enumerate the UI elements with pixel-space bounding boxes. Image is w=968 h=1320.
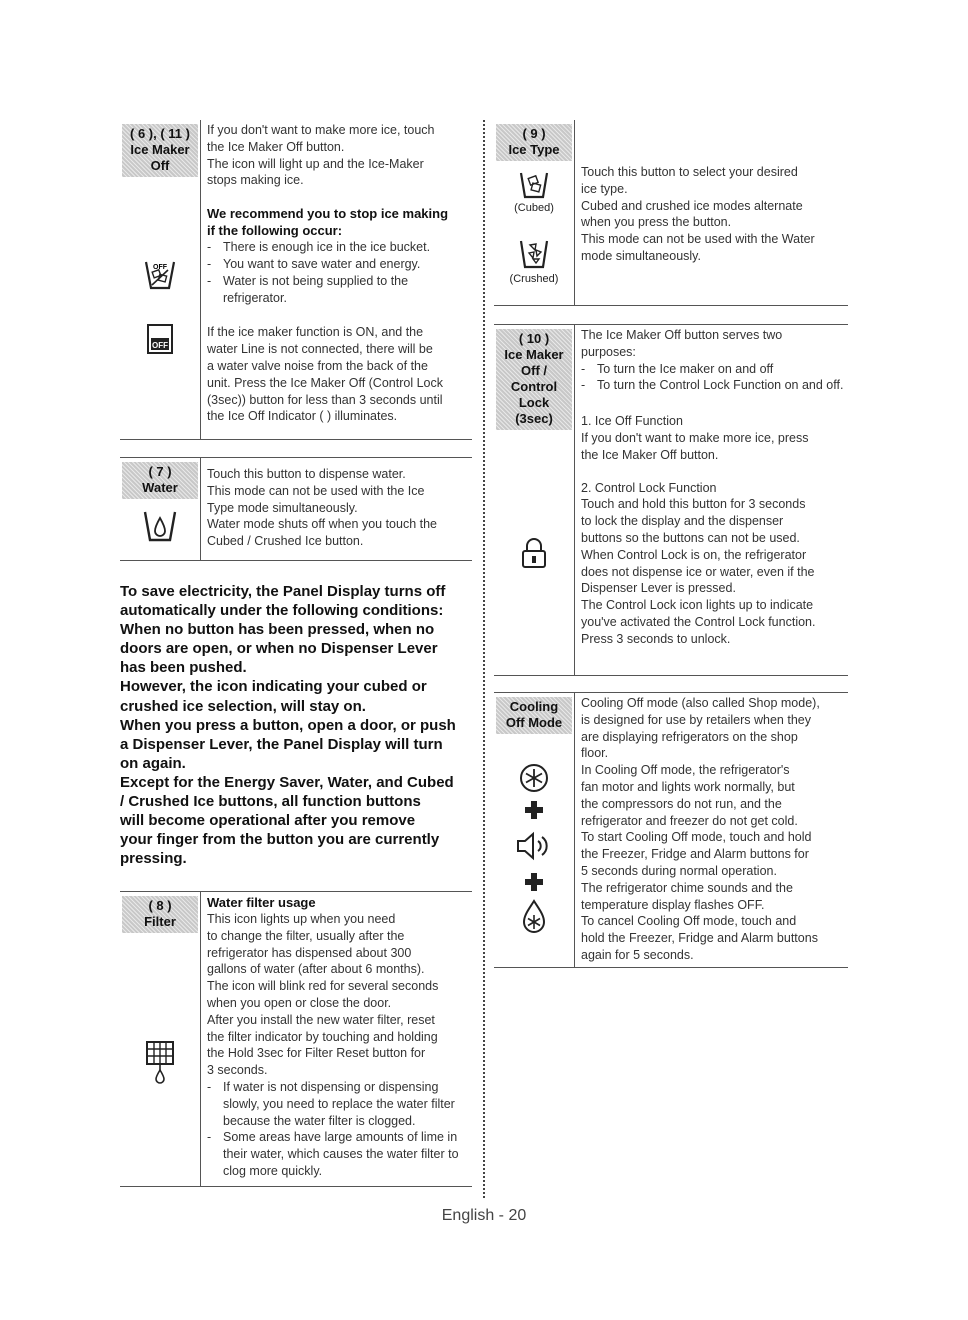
ice-off-lit-icon <box>120 324 200 354</box>
cooling-off-text: Cooling Off mode (also called Shop mode), is designed for use by retailers when they are displaying refrigerators on the shop floor. In Cooling Off mode, the refrigerator's fan motor and lights work normally, but the compressors do not run, and the refrigerator and freezer do not get cold. To start Cooling Off mode, touch and hold the Freezer, Fridge and Alarm buttons for 5 seconds during normal operation. The refrigerator chime sounds and the temperature display flashes OFF. To cancel Cooling Off mode, touch and hold the Freezer, Fridge and Alarm buttons again for 5 seconds. <box>581 696 820 962</box>
ice-off-icon <box>120 258 200 292</box>
power-save-notice: To save electricity, the Panel Display turns off automatically under the following conditions: When no button has been pressed, when no doors are open, or when no Dispenser Lever has been pushed. However, the icon indicating your cubed or crushed ice selection, will stay on. When you press a button, open a door, or push a Dispenser Lever, the Panel Display will turn on again. Except for the Energy Saver, Water, and Cubed / Crushed Ice buttons, all function buttons will become operational after you remove your finger from the button you are currently pressing. <box>120 583 456 868</box>
section-side <box>494 325 575 675</box>
section-side <box>120 120 201 439</box>
ice-maker-off-text: If you don't want to make more ice, touch the Ice Maker Off button. The icon will light up and the Ice-Maker stops making ice. We recommend you to stop ice making if the following occur: - There is enough ice in the ice bucket. - You want to save water and energy. - Water is not being supplied to the refrigerator. If the ice maker function is ON, and the water Line is not connected, there will be a water valve noise from the back of the unit. Press the Ice Maker Off (Control Lock (3sec)) button for less than 3 seconds until the Ice Off Indicator ( ) illuminates. <box>201 120 472 439</box>
crushed-caption: (Crushed) <box>509 273 559 285</box>
control-lock-text: The Ice Maker Off button serves two purposes: - To turn the Ice maker on and off - To turn the Control Lock Function on and off. 1. Ice Off Function If you don't want to make more ice, press the Ice Maker Off button. 2. Control Lock Function Touch and hold this button for 3 seconds to lock the display and the dispenser buttons so the buttons can not be used. When Control Lock is on, the refrigerator does not dispense ice or water, even if the Dispenser Lever is pressed. The Control Lock icon lights up to indicate you've activated the Control Lock function. Press 3 seconds to unlock. <box>575 325 848 675</box>
cooling-off-tag: Cooling Off Mode <box>496 697 572 734</box>
alarm-icon <box>494 829 574 863</box>
water-text: Touch this button to dispense water. This mode can not be used with the Ice Type mode simultaneously. Water mode shuts off when you touch the Cubed / Crushed Ice button. <box>207 467 437 549</box>
section-cooling-off <box>494 692 848 968</box>
section-ice-maker-off <box>120 120 472 440</box>
column-divider <box>483 120 485 1198</box>
section-filter <box>120 891 472 1187</box>
lock-icon <box>494 537 574 569</box>
page-footer: English - 20 <box>441 1207 527 1224</box>
cubed-caption: (Cubed) <box>514 202 554 214</box>
section-side <box>120 892 201 1186</box>
section-water <box>120 457 472 561</box>
cubed-ice-icon <box>494 170 574 200</box>
filter-tag: ( 8 ) Filter <box>122 896 198 933</box>
ice-type-text: Touch this button to select your desired ice type. Cubed and crushed ice modes alternate when you press the button. This mode can not be used with the Water mode simultaneously. <box>581 165 815 263</box>
section-ice-type <box>494 120 848 306</box>
ice-maker-off-tag: ( 6 ), ( 11 ) Ice Maker Off <box>122 124 198 177</box>
filter-text: Water filter usage This icon lights up when you need to change the filter, usually after the refrigerator has dispensed about 300 gallons of water (after about 6 months). The icon will blink red for several seconds when you open or close the door. After you install the new water filter, reset the filter indicator by touching and holding the Hold 3sec for Filter Reset button for 3 seconds. - If water is not dispensing or dispensing slowly, you need to replace the water filter because the water filter is clogged. - Some areas have large amounts of lime in their water, which causes the water filter to clog more quickly. <box>201 892 472 1186</box>
control-lock-tag: ( 10 ) Ice Maker Off / Control Lock (3sec) <box>496 329 572 430</box>
svg-text:OFF: OFF <box>152 341 168 350</box>
section-side <box>120 458 201 560</box>
svg-text:OFF: OFF <box>153 264 167 271</box>
water-tag: ( 7 ) Water <box>122 462 198 499</box>
water-icon <box>120 508 200 544</box>
filter-icon <box>120 1040 200 1084</box>
section-side <box>494 120 575 305</box>
plus-icon <box>494 873 574 891</box>
plus-icon <box>494 801 574 819</box>
ice-type-tag: ( 9 ) Ice Type <box>496 124 572 161</box>
crushed-ice-icon <box>494 238 574 270</box>
section-control-lock <box>494 324 848 676</box>
fridge-icon <box>494 899 574 935</box>
snowflake-icon <box>494 763 574 793</box>
section-side <box>494 693 575 967</box>
